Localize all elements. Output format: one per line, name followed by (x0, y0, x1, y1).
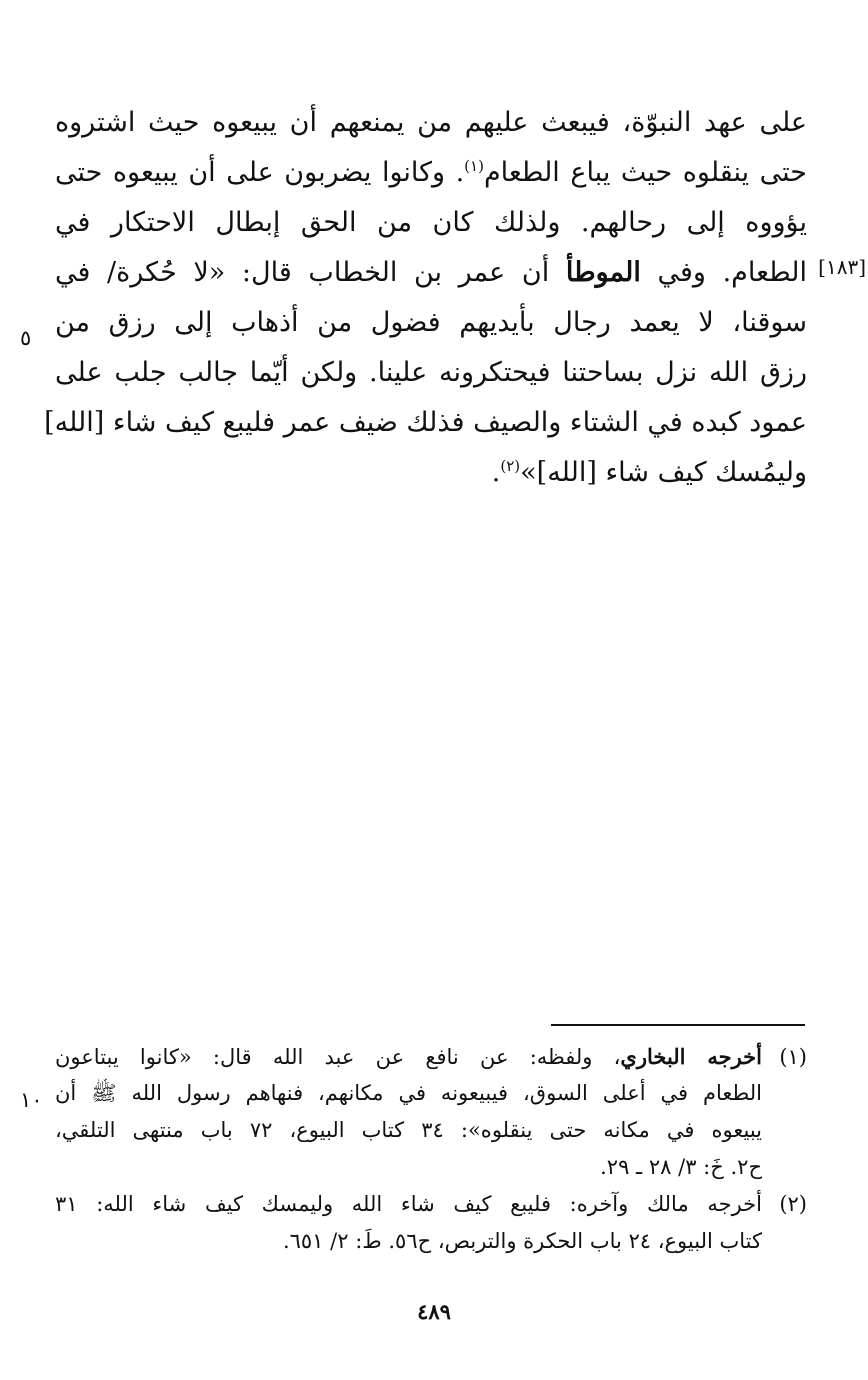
footnote-text: ح٢. خَ: ٣/ ٢٨ ـ ٢٩. (600, 1155, 762, 1179)
footnote-text: كتاب البيوع، ٢٤ باب الحكرة والتربص، ح٥٦. طَ: ٢/ ٦٥١. (282, 1229, 762, 1253)
footnote-marker-1[interactable]: (١) (464, 157, 484, 175)
footnote-text: يبيعوه في مكانه حتى ينقلوه»: ٣٤ كتاب البيوع، ٧٢ باب منتهى التلقي، (55, 1118, 762, 1142)
main-text-line (55, 298, 807, 348)
footnote-number: (١) (779, 1045, 807, 1069)
footnote-text: ، ولفظه: عن نافع عن عبد الله قال: «كانوا يبتاعون (55, 1045, 621, 1069)
main-text-span: على عهد النبوّة، فيبعث عليهم من يمنعهم أن يبيعوه حيث اشتروه (55, 107, 807, 138)
footnote-source-bukhari: أخرجه البخاري (620, 1044, 762, 1069)
footnote-separator (551, 1024, 805, 1026)
footnote-text: أخرجه مالك وآخره: فليبع كيف شاء الله وليمسك كيف شاء الله: ٣١ (55, 1192, 762, 1216)
main-text-block (44, 98, 807, 498)
main-text-span: . (491, 457, 501, 488)
main-text-span: حتى ينقلوه حيث يباع الطعام (483, 157, 807, 188)
main-text-line (55, 198, 807, 248)
main-text-line (55, 148, 807, 198)
main-text-line (44, 398, 807, 448)
main-text-line (55, 348, 807, 398)
main-text-span: يؤووه إلى رحالهم. ولذلك كان من الحق إبطال الاحتكار في (55, 207, 807, 238)
main-text-line (55, 98, 807, 148)
footnote-line (55, 1038, 807, 1075)
main-text-span: . وكانوا يضربون على أن يبيعوه حتى (55, 157, 465, 188)
footnote-line (55, 1149, 807, 1186)
line-number-marker-5: ٥ (20, 326, 32, 350)
main-text-span: عمود كبده في الشتاء والصيف فذلك ضيف عمر فليبع كيف شاء [الله] (44, 407, 807, 438)
main-text-span: رزق الله نزل بساحتنا فيحتكرونه علينا. ولكن أيّما جالب جلب على (55, 357, 807, 388)
main-text-span: الطعام. وفي (640, 257, 807, 288)
footnote-line (55, 1112, 807, 1149)
footnote-line (55, 1075, 807, 1112)
line-number-marker-10: ١٠ (20, 1088, 43, 1112)
footnote-text: الطعام في أعلى السوق، فيبيعونه في مكانهم، فنهاهم رسول الله ﷺ أن (55, 1081, 762, 1105)
main-text-span: وليمُسك كيف شاء [الله]» (520, 457, 807, 488)
footnote-number: (٢) (779, 1192, 807, 1216)
page-number: ٤٨٩ (417, 1299, 451, 1324)
footnote-line (55, 1223, 807, 1260)
main-text-line (55, 248, 807, 298)
footnotes-section (55, 1038, 807, 1260)
main-text-span: سوقنا، لا يعمد رجال بأيديهم فضول من أذهاب إلى رزق من (55, 307, 807, 338)
source-title-muwatta: الموطأ (565, 257, 641, 288)
main-text-span: أن عمر بن الخطاب قال: «لا حُكرة/ في (55, 257, 566, 288)
margin-page-reference: [١٨٣] (818, 255, 866, 279)
main-text-line (55, 448, 807, 498)
footnote-line (55, 1186, 807, 1223)
footnote-marker-2[interactable]: (٢) (500, 457, 521, 475)
